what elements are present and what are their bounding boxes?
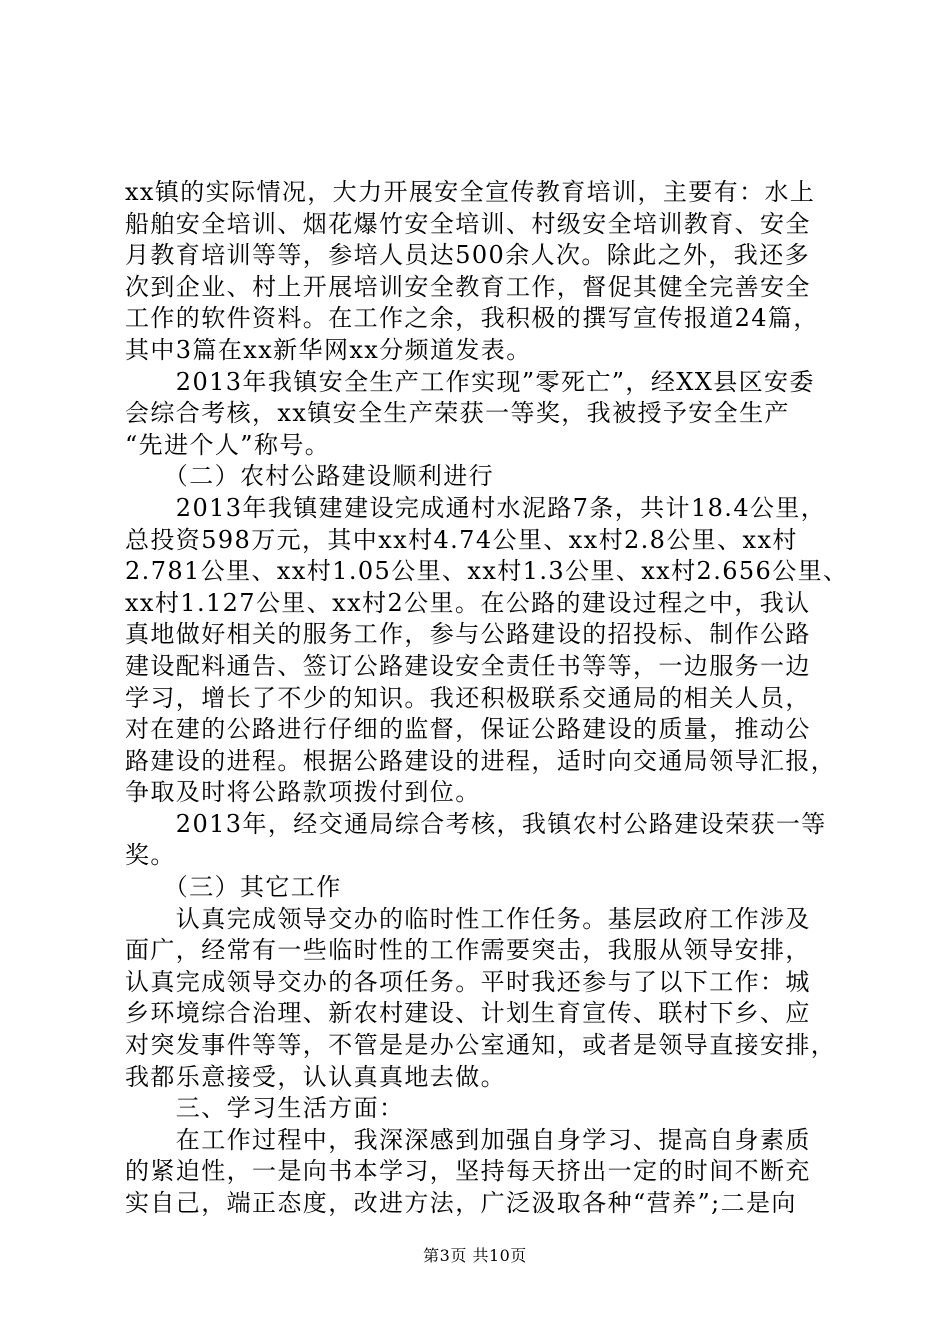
text-line: 船舶安全培训、烟花爆竹安全培训、村级安全培训教育、安全 <box>125 209 811 238</box>
section-heading: 三、学习生活方面： <box>125 1094 405 1123</box>
text-line: 2013年，经交通局综合考核，我镇农村公路建设荣获一等 <box>125 809 827 838</box>
text-line: xx镇的实际情况，大力开展安全宣传教育培训，主要有：水上 <box>125 178 816 206</box>
text-line: 奖。 <box>125 841 176 870</box>
text-line: 对在建的公路进行仔细的监督，保证公路建设的质量，推动公 <box>125 715 811 744</box>
text-line: 次到企业、村上开展培训安全教育工作，督促其健全完善安全 <box>125 272 811 301</box>
text-line: 实自己，端正态度，改进方法，广泛汲取各种“营养”;二是向 <box>125 1189 797 1217</box>
text-line: 认真完成领导交办的临时性工作任务。基层政府工作涉及 <box>125 904 811 933</box>
section-heading: （三）其它工作 <box>125 873 342 902</box>
text-line: 路建设的进程。根据公路建设的进程，适时向交通局领导汇报， <box>125 746 837 775</box>
text-line: 月教育培训等等，参培人员达500余人次。除此之外，我还多 <box>125 241 811 270</box>
text-line: 2013年我镇安全生产工作实现”零死亡”，经XX县区安委 <box>125 367 815 396</box>
page-number: 第3页 共10页 <box>423 1246 527 1265</box>
document-body <box>125 177 849 1220</box>
page-footer <box>0 1243 950 1266</box>
text-line: 乡环境综合治理、新农村建设、计划生育宣传、联村下乡、应 <box>125 999 811 1028</box>
text-line: 在工作过程中，我深深感到加强自身学习、提高自身素质 <box>125 1125 811 1154</box>
text-line: 真地做好相关的服务工作，参与公路建设的招投标、制作公路 <box>125 620 811 649</box>
text-line: 工作的软件资料。在工作之余，我积极的撰写宣传报道24篇， <box>125 304 819 333</box>
text-line: 2013年我镇建建设完成通村水泥路7条，共计18.4公里， <box>125 493 827 522</box>
text-line: 我都乐意接受，认认真真地去做。 <box>125 1062 506 1091</box>
text-line: 2.781公里、xx村1.05公里、xx村1.3公里、xx村2.656公里、 <box>125 557 849 586</box>
text-line: 争取及时将公路款项拨付到位。 <box>125 778 481 807</box>
text-line: 对突发事件等等，不管是是办公室通知，或者是领导直接安排， <box>125 1031 837 1060</box>
text-line: 的紧迫性，一是向书本学习，坚持每天挤出一定的时间不断充 <box>125 1157 811 1186</box>
text-line: 其中3篇在xx新华网xx分频道发表。 <box>125 335 532 364</box>
text-line: 总投资598万元，其中xx村4.74公里、xx村2.8公里、xx村 <box>125 525 798 554</box>
text-line: “先进个人”称号。 <box>125 430 331 459</box>
section-heading: （二）农村公路建设顺利进行 <box>125 462 494 491</box>
text-line: xx村1.127公里、xx村2公里。在公路的建设过程之中，我认 <box>125 588 811 617</box>
text-line: 学习，增长了不少的知识。我还积极联系交通局的相关人员， <box>125 683 811 712</box>
text-line: 认真完成领导交办的各项任务。平时我还参与了以下工作：城 <box>125 967 811 996</box>
text-line: 建设配料通告、签订公路建设安全责任书等等，一边服务一边 <box>125 651 811 680</box>
text-line: 会综合考核，xx镇安全生产荣获一等奖，我被授予安全生产 <box>125 399 790 428</box>
text-line: 面广，经常有一些临时性的工作需要突击，我服从领导安排， <box>125 936 811 965</box>
